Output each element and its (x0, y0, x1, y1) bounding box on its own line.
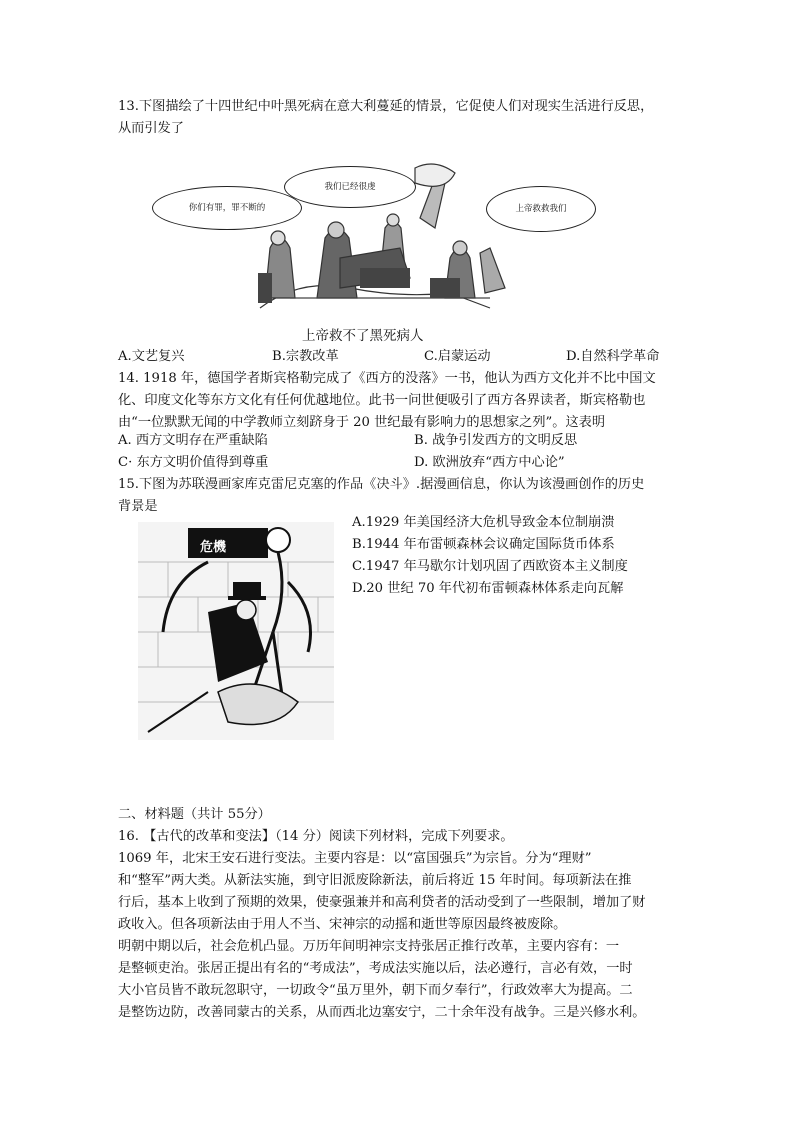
duel-cartoon (138, 522, 334, 740)
speech-bubble-left: 你们有罪，罪不断的 (152, 186, 302, 230)
q16-stem: 16. 【古代的改革和变法】（14 分）阅读下列材料，完成下列要求。 (118, 829, 514, 844)
q15-stem-line1: 15.下图为苏联漫画家库克雷尼克塞的作品《决斗》.据漫画信息，你认为该漫画创作的历史 (118, 477, 645, 492)
q14-stem-line2: 化、印度文化等东方文化有任何优越地位。此书一问世便吸引了西方各界读者，斯宾格勒也 (118, 393, 646, 408)
q14-option-d: D. 欧洲放弃“西方中心论” (414, 455, 565, 470)
q15-option-b: B.1944 年布雷顿森林会议确定国际货币体系 (352, 537, 615, 552)
q16-p2-line4: 是整饬边防，改善同蒙古的关系，从而西北边塞安宁，二十余年没有战争。三是兴修水利。 (118, 1005, 646, 1020)
figure-caption: 上帝救不了黑死病人 (302, 328, 424, 344)
cartoon-label-crisis: 危機 (200, 540, 227, 555)
duel-sketch (138, 522, 334, 740)
q15-option-d: D.20 世纪 70 年代初布雷顿森林体系走向瓦解 (352, 581, 624, 596)
q13-option-a: A.文艺复兴 (118, 349, 185, 364)
q13-stem-line1: 13.下图描绘了十四世纪中叶黑死病在意大利蔓延的情景，它促使人们对现实生活进行反思， (118, 99, 654, 114)
q16-p1-line3: 行后，基本上收到了预期的效果，使豪强兼并和高利贷者的活动受到了一些限制，增加了财 (118, 895, 646, 910)
speech-bubble-right: 上帝救救我们 (486, 186, 596, 232)
q14-option-c: C· 东方文明价值得到尊重 (118, 455, 269, 470)
q13-option-c: C.启蒙运动 (424, 349, 491, 364)
q13-option-b: B.宗教改革 (272, 349, 339, 364)
q13-option-d: D.自然科学革命 (566, 349, 660, 364)
q16-p2-line3: 大小官员皆不敢玩忽职守，一切政令“虽万里外，朝下而夕奉行”，行政效率大为提高。二 (118, 983, 633, 998)
q15-stem-line2: 背景是 (118, 499, 158, 514)
q14-stem-line1: 14. 1918 年，德国学者斯宾格勒完成了《西方的没落》一书，他认为西方文化并不比中国文 (118, 371, 656, 386)
q13-stem-line2: 从而引发了 (118, 121, 184, 136)
q16-p1-line1: 1069 年，北宋王安石进行变法。主要内容是：以“富国强兵”为宗旨。分为“理财” (118, 851, 592, 866)
q16-p1-line4: 政收入。但各项新法由于用人不当、宋神宗的动摇和逝世等原因最终被废除。 (118, 917, 567, 932)
q14-option-a: A. 西方文明存在严重缺陷 (118, 433, 268, 448)
speech-bubble-middle: 我们已经很虔 (284, 166, 416, 208)
q15-option-a: A.1929 年美国经济大危机导致金本位制崩溃 (352, 515, 615, 530)
q16-p2-line2: 是整顿吏治。张居正提出有名的“考成法”，考成法实施以后，法必遵行，言必有效，一时 (118, 961, 633, 976)
q15-option-c: C.1947 年马歇尔计划巩固了西欧资本主义制度 (352, 559, 628, 574)
q16-p1-line2: 和“整军”两大类。从新法实施，到守旧派废除新法，前后将近 15 年时间。每项新法在推 (118, 873, 632, 888)
q14-option-b: B. 战争引发西方的文明反思 (414, 433, 578, 448)
q14-stem-line3: 由“一位默默无闻的中学教师立刻跻身于 20 世纪最有影响力的思想家之列”。这表明 (118, 415, 606, 430)
section-title: 二、材料题（共计 55分） (118, 807, 271, 822)
q16-p2-line1: 明朝中期以后，社会危机凸显。万历年间明神宗支持张居正推行改革，主要内容有：一 (118, 939, 620, 954)
